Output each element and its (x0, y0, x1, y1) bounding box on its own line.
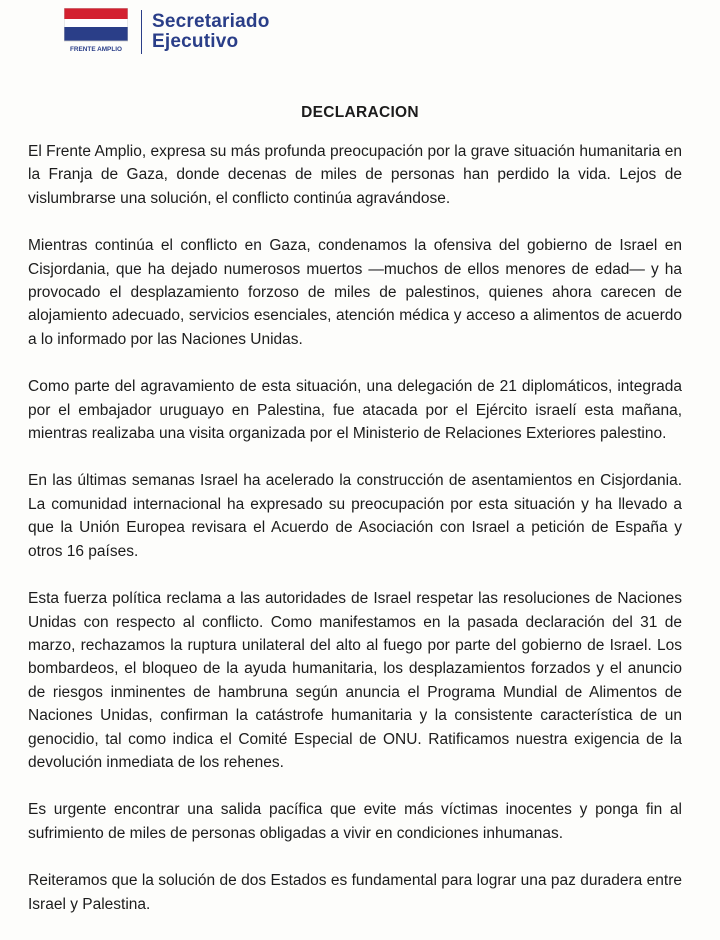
document-title: DECLARACION (301, 104, 419, 121)
org-name: Secretariado Ejecutivo (152, 11, 270, 52)
paragraph: Esta fuerza política reclama a las autoridades de Israel respetar las resoluciones de Naciones Unidas con respecto al conflicto. Como manifestamos en la pasada declaración del 31 de marzo, rechazamos la ruptura unilateral del alto al fuego por parte del gobierno de Israel. Los bombardeos, el bloqueo de la ayuda humanitaria, los desplazamientos forzados y el anuncio de riesgos inminentes de hambruna según anuncia el Programa Mundial de Alimentos de Naciones Unidas, confirman la catástrofe humanitaria y la consistente característica de un genocidio, tal como indica el Comité Especial de ONU. Ratificamos nuestra exigencia de la devolución inmediata de los rehenes. (28, 590, 682, 771)
letterhead (64, 8, 364, 56)
logo-white-band (64, 19, 128, 27)
paragraph: En las últimas semanas Israel ha acelerado la construcción de asentamientos en Cisjordania. La comunidad internacional ha expresado su preocupación por esta situación y ha llevado a que la Unión Europea revisara el Acuerdo de Asociación con Israel a petición de España y otros 16 países. (28, 472, 682, 560)
paragraph: Mientras continúa el conflicto en Gaza, condenamos la ofensiva del gobierno de Israel en Cisjordania, que ha dejado numerosos muertos —muchos de ellos menores de edad— y ha provocado el desplazamiento forzoso de miles de palestinos, quienes ahora carecen de alojamiento adecuado, servicios esenciales, atención médica y acceso a alimentos de acuerdo a lo informado por las Naciones Unidas. (28, 237, 682, 348)
logo-red-band (64, 8, 128, 19)
paragraph: Como parte del agravamiento de esta situación, una delegación de 21 diplomáticos, integrada por el embajador uruguayo en Palestina, fue atacada por el Ejército israelí esta mañana, mientras realizaba una visita organizada por el Ministerio de Relaciones Exteriores palestino. (28, 378, 682, 443)
document-body (28, 140, 682, 940)
header-divider (141, 10, 142, 54)
paragraph: Es urgente encontrar una salida pacífica que evite más víctimas inocentes y ponga fin al sufrimiento de miles de personas obligadas a vivir en condiciones inhumanas. (28, 801, 682, 842)
logo-blue-band (64, 27, 128, 41)
logo-label: FRENTE AMPLIO (70, 46, 122, 53)
paragraph: Reiteramos que la solución de dos Estados es fundamental para lograr una paz duradera entre Israel y Palestina. (28, 872, 682, 913)
paragraph: El Frente Amplio, expresa su más profunda preocupación por la grave situación humanitaria en la Franja de Gaza, donde decenas de miles de personas han perdido la vida. Lejos de vislumbrarse una solución, el conflicto continúa agravándose. (28, 143, 682, 207)
frente-amplio-logo (64, 8, 128, 54)
